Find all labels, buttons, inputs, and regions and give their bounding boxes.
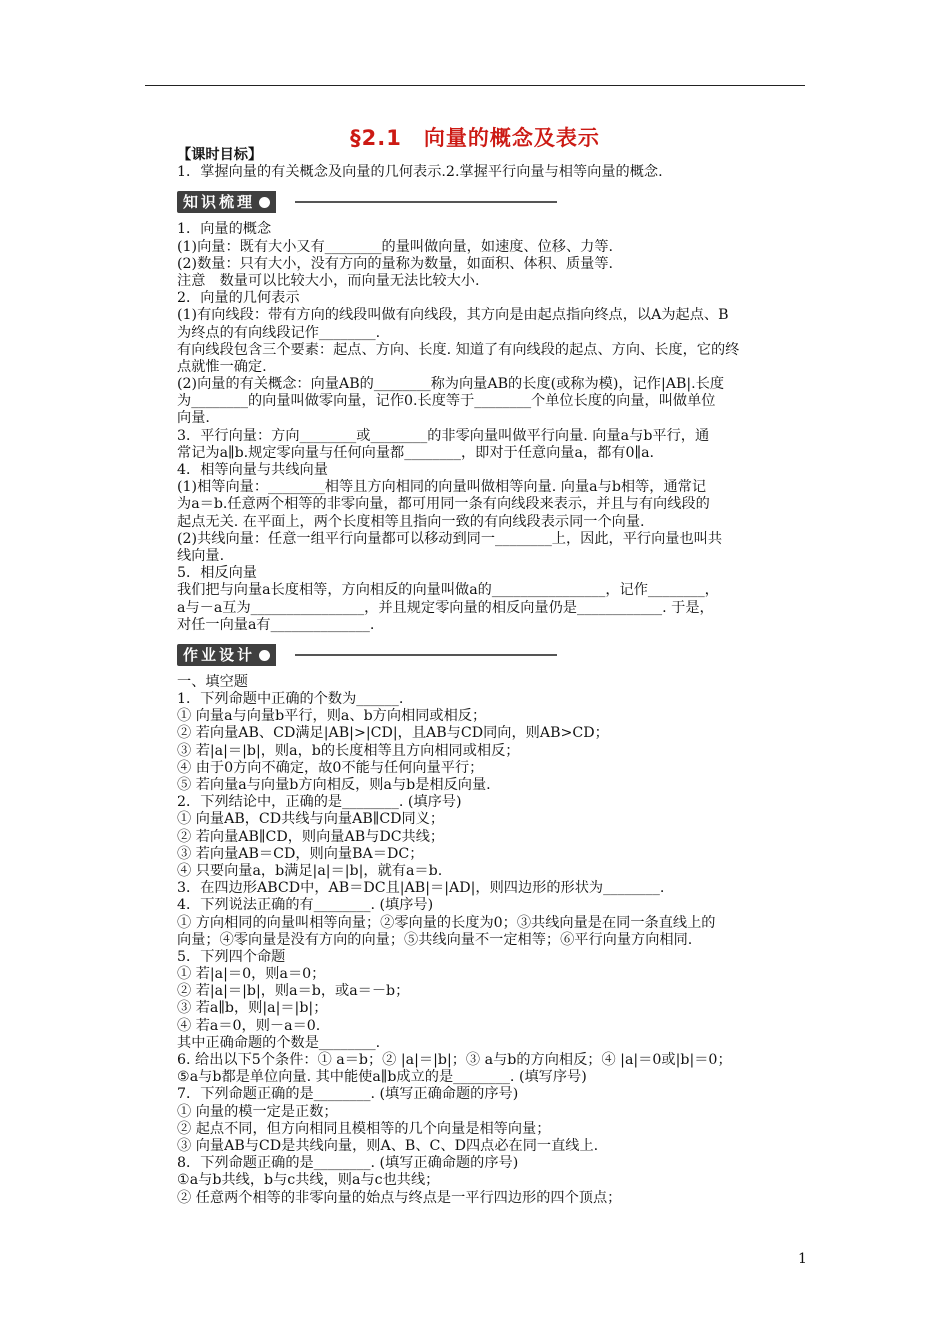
- banner-rule: [295, 654, 557, 656]
- exercise-line: ③ 若向量AB＝CD，则向量BA＝DC；: [177, 845, 424, 862]
- exercise-line: 1．下列命题中正确的个数为______.: [177, 691, 404, 708]
- exercise-line: ③ 若|a|＝|b|，则a，b的长度相等且方向相同或相反；: [177, 742, 520, 759]
- exercise-line: 4．下列说法正确的有________. (填序号): [177, 897, 434, 914]
- text-line: 3．平行向量：方向________或________的非零向量叫做平行向量. 向量a与b平行，通: [177, 427, 710, 444]
- banner-label: 知识梳理: [183, 193, 256, 212]
- exercise-line: ① 向量的模一定是正数；: [177, 1103, 338, 1120]
- exercise-line: ② 若向量AB∥CD，则向量AB与DC共线；: [177, 828, 445, 845]
- exercise-line: 3．在四边形ABCD中，AB＝DC且|AB|＝|AD|，则四边形的形状为________.: [177, 880, 665, 897]
- exercise-line: 2．下列结论中，正确的是________. (填序号): [177, 794, 462, 811]
- text-line: 4．相等向量与共线向量: [177, 462, 328, 478]
- text-line: 为________的向量叫做零向量，记作0.长度等于________个单位长度的向量，叫做单位: [177, 393, 716, 410]
- section-banner-knowledge: [177, 189, 807, 215]
- exercise-line: ② 起点不同，但方向相同且模相等的几个向量是相等向量；: [177, 1120, 551, 1137]
- text-line: 5．相反向量: [177, 565, 257, 582]
- banner-label: 作业设计: [183, 645, 256, 664]
- text-line: 线向量.: [177, 547, 225, 564]
- text-line: 有向线段包含三个要素：起点、方向、长度. 知道了有向线段的起点、方向、长度，它的终: [177, 341, 740, 358]
- text-line: 1．向量的概念: [177, 221, 272, 238]
- banner-rule: [295, 201, 557, 203]
- page-number: 1: [798, 1251, 807, 1267]
- exercise-line: ① 向量AB，CD共线与向量AB∥CD同义；: [177, 811, 445, 828]
- text-line: (1)相等向量：________相等且方向相同的向量叫做相等向量. 向量a与b相等，通常记: [177, 479, 707, 496]
- text-line: (2)向量的有关概念：向量AB的________称为向量AB的长度(或称为模)，记作|AB|.长度: [177, 376, 725, 393]
- exercise-line: ① 若|a|＝0，则a＝0；: [177, 966, 326, 983]
- header-rule: [145, 85, 805, 86]
- exercise-line: ② 任意两个相等的非零向量的始点与终点是一平行四边形的四个顶点；: [177, 1189, 622, 1206]
- text-line: (2)数量：只有大小，没有方向的量称为数量，如面积、体积、质量等.: [177, 255, 614, 272]
- text-line: 为a＝b.任意两个相等的非零向量，都可用同一条有向线段来表示，并且与有向线段的: [177, 496, 710, 513]
- exercise-line: ② 若|a|＝|b|，则a＝b，或a＝－b；: [177, 983, 410, 1000]
- exercise-line: ⑤a与b都是单位向量. 其中能使a∥b成立的是________. (填写序号): [177, 1069, 587, 1086]
- page-title: §2.1 向量的概念及表示: [350, 126, 600, 150]
- text-line: 为终点的有向线段记作________.: [177, 324, 381, 341]
- text-line: (1)向量：既有大小又有________的量叫做向量，如速度、位移、力等.: [177, 238, 614, 255]
- text-line: 点就惟一确定.: [177, 358, 267, 375]
- text-line: 我们把与向量a长度相等，方向相反的向量叫做a的________________，记作________，: [177, 582, 719, 599]
- exercise-line: ① 向量a与向量b平行，则a、b方向相同或相反；: [177, 708, 487, 725]
- exercise-line: ④ 若a＝0，则－a＝0.: [177, 1017, 321, 1034]
- text-line: 对任一向量a有______________.: [177, 616, 375, 633]
- text-line: 注意 数量可以比较大小，而向量无法比较大小.: [177, 272, 480, 289]
- exercise-line: ③ 若a∥b，则|a|＝|b|；: [177, 1000, 328, 1017]
- text-line: (1)有向线段：带有方向的线段叫做有向线段，其方向是由起点指向终点，以A为起点、B: [177, 307, 729, 324]
- knowledge-section: [177, 221, 807, 634]
- exercise-line: 7．下列命题正确的是________. (填写正确命题的序号): [177, 1086, 519, 1103]
- exercise-line: ④ 由于0方向不确定，故0不能与任何向量平行；: [177, 759, 484, 776]
- exercise-section: [177, 674, 807, 1207]
- exercise-line: ② 若向量AB、CD满足|AB|>|CD|，且AB与CD同向，则AB>CD；: [177, 725, 609, 742]
- text-line: (2)共线向量：任意一组平行向量都可以移动到同一________上，因此，平行向量也叫共: [177, 530, 723, 547]
- text-line: 向量.: [177, 410, 210, 427]
- section-banner-homework: [177, 642, 807, 668]
- exercise-line: 向量；④零向量是没有方向的向量；⑤共线向量不一定相等；⑥平行向量方向相同.: [177, 931, 693, 948]
- exercise-line: 一、填空题: [177, 673, 248, 690]
- exercise-line: ⑤ 若向量a与向量b方向相反，则a与b是相反向量.: [177, 777, 491, 793]
- text-line: 常记为a∥b.规定零向量与任何向量都________，即对于任意向量a，都有0∥a.: [177, 444, 655, 461]
- text-line: a与－a互为________________，并且规定零向量的相反向量仍是____________. 于是，: [177, 599, 714, 616]
- exercise-line: ①a与b共线，b与c共线，则a与c也共线；: [177, 1172, 440, 1189]
- exercise-line: ③ 向量AB与CD是共线向量，则A、B、C、D四点必在同一直线上.: [177, 1137, 599, 1154]
- exercise-line: 6. 给出以下5个条件：① a＝b；② |a|＝|b|；③ a与b的方向相反；④ |a|＝0或|b|＝0；: [177, 1052, 732, 1068]
- exercise-line: ④ 只要向量a，b满足|a|＝|b|，就有a＝b.: [177, 862, 443, 879]
- text-line: 2．向量的几何表示: [177, 290, 300, 307]
- objective-heading: 【课时目标】: [177, 147, 263, 163]
- bullet-dot-icon: [259, 197, 270, 208]
- exercise-line: 其中正确命题的个数是________.: [177, 1034, 381, 1051]
- bullet-dot-icon: [259, 650, 270, 661]
- objective-text: 1．掌握向量的有关概念及向量的几何表示.2.掌握平行向量与相等向量的概念.: [177, 164, 663, 181]
- document-body: [177, 147, 807, 1207]
- exercise-line: 8．下列命题正确的是________. (填写正确命题的序号): [177, 1155, 519, 1172]
- text-line: 起点无关. 在平面上，两个长度相等且指向一致的有向线段表示同一个向量.: [177, 513, 645, 530]
- exercise-line: ① 方向相同的向量叫相等向量；②零向量的长度为0；③共线向量是在同一条直线上的: [177, 914, 716, 931]
- exercise-line: 5．下列四个命题: [177, 948, 286, 965]
